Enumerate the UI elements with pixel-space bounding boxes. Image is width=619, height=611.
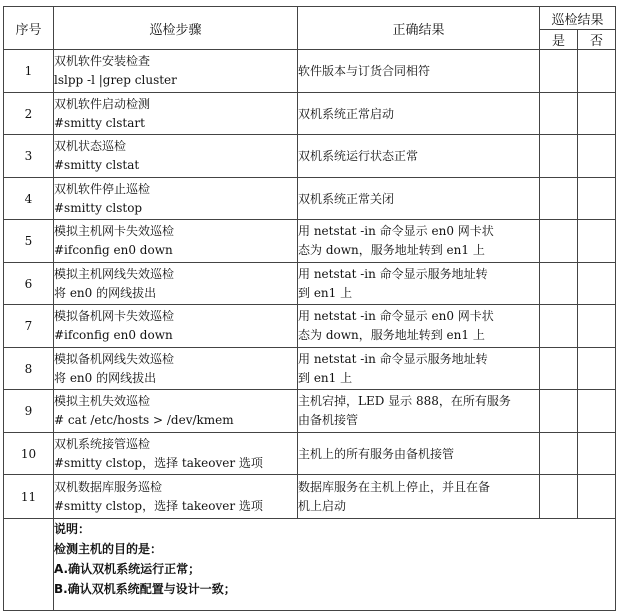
- step-command: #ifconfig en0 down: [54, 243, 173, 257]
- step-cell: [54, 348, 298, 390]
- step-title: 双机数据库服务巡检: [54, 479, 163, 494]
- check-yes-box[interactable]: [540, 178, 578, 220]
- step-command: lslpp -l |grep cluster: [54, 73, 177, 87]
- step-title: 双机软件启动检测: [54, 96, 151, 111]
- result-cell: [298, 93, 540, 135]
- result-cell: [298, 50, 540, 93]
- result-text: 数据库服务在主机上停止，并且在备: [298, 479, 491, 494]
- table-row: [4, 93, 616, 135]
- step-command: #smitty clstat: [54, 158, 140, 172]
- check-yes-box[interactable]: [540, 433, 578, 475]
- result-cell: [298, 135, 540, 178]
- check-no-box[interactable]: [578, 263, 616, 305]
- check-no-box[interactable]: [578, 433, 616, 475]
- check-yes-box[interactable]: [540, 305, 578, 348]
- row-number: 3: [4, 135, 54, 178]
- row-number: 6: [4, 263, 54, 305]
- result-text: 态为 down，服务地址转到 en1 上: [298, 243, 485, 257]
- step-command: # cat /etc/hosts > /dev/kmem: [54, 413, 234, 427]
- note-line: A.确认双机系统运行正常；: [54, 562, 201, 576]
- result-text: 到 en1 上: [298, 370, 353, 385]
- row-number: 4: [4, 178, 54, 220]
- row-number: 8: [4, 348, 54, 390]
- result-text: 用 netstat -in 命令显示 en0 网卡状: [298, 224, 494, 238]
- row-number: 9: [4, 390, 54, 433]
- check-yes-box[interactable]: [540, 135, 578, 178]
- step-command: #ifconfig en0 down: [54, 328, 173, 342]
- step-title: 双机软件安装检查: [54, 54, 151, 68]
- check-no-box[interactable]: [578, 220, 616, 263]
- result-text: 主机上的所有服务由备机接管: [298, 446, 455, 461]
- row-number: 7: [4, 305, 54, 348]
- check-no-box[interactable]: [578, 93, 616, 135]
- result-text: 双机系统正常关闭: [298, 191, 395, 206]
- step-title: 模拟主机网卡失效巡检: [54, 224, 175, 238]
- note-line: B.确认双机系统配置与设计一致；: [54, 582, 236, 596]
- row-number: 10: [4, 433, 54, 475]
- step-cell: [54, 50, 298, 93]
- result-text: 用 netstat -in 命令显示 en0 网卡状: [298, 309, 494, 323]
- table-body: [4, 50, 616, 519]
- check-yes-box[interactable]: [540, 93, 578, 135]
- result-cell: [298, 305, 540, 348]
- header-step: 巡检步骤: [54, 7, 298, 50]
- result-text: 软件版本与订货合同相符: [298, 64, 431, 78]
- step-title: 双机系统接管巡检: [54, 436, 151, 451]
- step-cell: [54, 305, 298, 348]
- step-command: #smitty clstart: [54, 115, 145, 130]
- result-text: 双机系统正常启动: [298, 106, 395, 121]
- step-title: 模拟备机网线失效巡检: [54, 351, 175, 366]
- step-cell: [54, 178, 298, 220]
- table-row: [4, 135, 616, 178]
- step-cell: [54, 135, 298, 178]
- table-row: [4, 305, 616, 348]
- table-row: [4, 50, 616, 93]
- result-text: 态为 down，服务地址转到 en1 上: [298, 328, 485, 342]
- result-cell: [298, 263, 540, 305]
- step-title: 模拟主机网线失效巡检: [54, 266, 175, 281]
- header-result: 正确结果: [298, 7, 540, 50]
- table-row: [4, 390, 616, 433]
- step-cell: [54, 93, 298, 135]
- result-text: 机上启动: [298, 498, 347, 513]
- table-row: [4, 263, 616, 305]
- check-yes-box[interactable]: [540, 348, 578, 390]
- table-row: [4, 433, 616, 475]
- notes-spacer: [4, 519, 54, 611]
- row-number: 2: [4, 93, 54, 135]
- row-number: 1: [4, 50, 54, 93]
- step-command: #smitty clstop，选择 takeover 选项: [54, 455, 263, 470]
- result-cell: [298, 390, 540, 433]
- note-line: 说明：: [54, 522, 91, 536]
- result-cell: [298, 475, 540, 519]
- check-yes-box[interactable]: [540, 390, 578, 433]
- result-cell: [298, 220, 540, 263]
- table-row: [4, 220, 616, 263]
- step-cell: [54, 263, 298, 305]
- inspection-table: [3, 6, 616, 611]
- step-cell: [54, 390, 298, 433]
- step-title: 模拟备机网卡失效巡检: [54, 309, 175, 323]
- check-no-box[interactable]: [578, 135, 616, 178]
- result-text: 主机宕掉，LED 显示 888，在所有服务: [298, 394, 511, 408]
- notes-cell: [54, 519, 616, 611]
- check-no-box[interactable]: [578, 390, 616, 433]
- check-no-box[interactable]: [578, 305, 616, 348]
- step-cell: [54, 433, 298, 475]
- step-command: 将 en0 的网线拔出: [54, 285, 157, 300]
- step-cell: [54, 475, 298, 519]
- row-number: 11: [4, 475, 54, 519]
- result-text: 到 en1 上: [298, 285, 353, 300]
- check-no-box[interactable]: [578, 348, 616, 390]
- check-no-box[interactable]: [578, 50, 616, 93]
- check-yes-box[interactable]: [540, 475, 578, 519]
- check-yes-box[interactable]: [540, 263, 578, 305]
- result-text: 双机系统运行状态正常: [298, 149, 419, 163]
- step-command: #smitty clstop，选择 takeover 选项: [54, 498, 263, 513]
- result-cell: [298, 348, 540, 390]
- step-command: #smitty clstop: [54, 200, 143, 215]
- step-title: 双机状态巡检: [54, 139, 127, 153]
- header-no: 否: [578, 30, 616, 50]
- check-yes-box[interactable]: [540, 50, 578, 93]
- result-text: 用 netstat -in 命令显示服务地址转: [298, 266, 488, 281]
- row-number: 5: [4, 220, 54, 263]
- check-yes-box[interactable]: [540, 220, 578, 263]
- table-row: [4, 178, 616, 220]
- step-command: 将 en0 的网线拔出: [54, 370, 157, 385]
- header-seq: 序号: [4, 7, 54, 50]
- step-title: 双机软件停止巡检: [54, 181, 151, 196]
- result-cell: [298, 178, 540, 220]
- step-title: 模拟主机失效巡检: [54, 394, 151, 408]
- table-row: [4, 348, 616, 390]
- step-cell: [54, 220, 298, 263]
- table-row: [4, 475, 616, 519]
- header-yes: 是: [540, 30, 578, 50]
- result-text: 由备机接管: [298, 413, 359, 427]
- result-text: 用 netstat -in 命令显示服务地址转: [298, 351, 488, 366]
- result-cell: [298, 433, 540, 475]
- check-no-box[interactable]: [578, 178, 616, 220]
- check-no-box[interactable]: [578, 475, 616, 519]
- note-line: 检测主机的目的是：: [54, 542, 163, 556]
- header-check: 巡检结果: [540, 7, 616, 30]
